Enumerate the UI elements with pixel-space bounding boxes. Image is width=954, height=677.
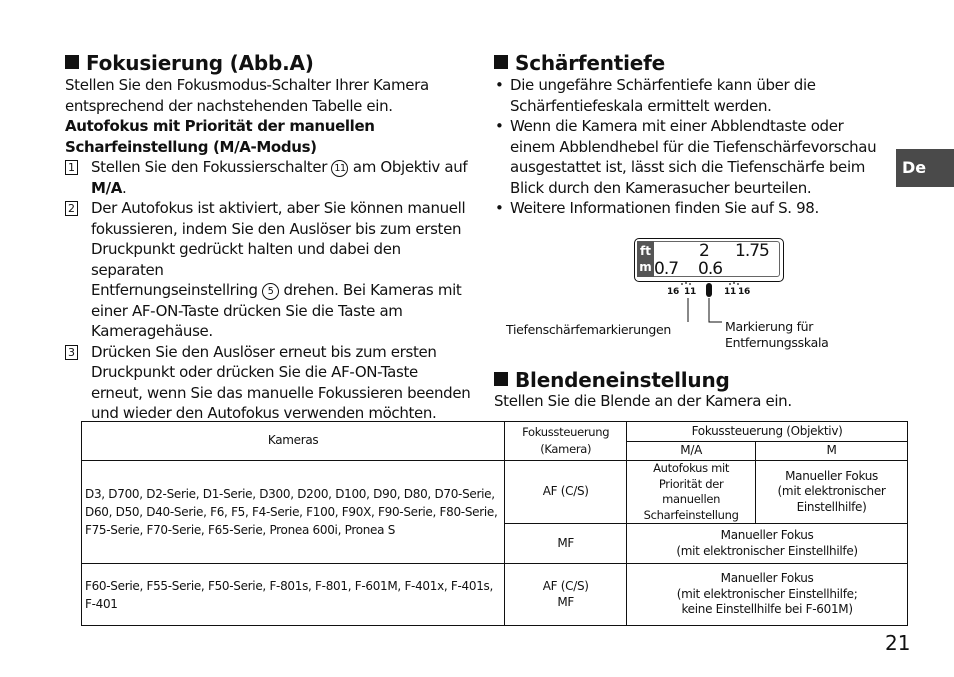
leader-line — [709, 298, 722, 322]
cell-lens: Manueller Fokus (mit elektronischer Einstellhilfe) — [627, 524, 908, 564]
caption-distance-mark: Markierung für Entfernungsskala — [725, 319, 829, 350]
cell-focus-camera: AF (C/S) — [505, 461, 627, 524]
list-item: • Weitere Informationen finden Sie auf S. 98. — [495, 199, 819, 217]
section-heading-focusing: Fokusierung (Abb.A) — [65, 52, 314, 74]
focusing-intro: Stellen Sie den Fokusmodus-Schalter Ihrer Kamera entsprechend der nachstehenden Tabelle ein. Autofokus mit Priorität der manuellen Scharfeinstellung (M/A-Modus) — [65, 76, 429, 156]
cell-focus-camera: MF — [505, 524, 627, 564]
cell-ma: Autofokus mit Priorität der manuellen Scharfeinstellung — [627, 461, 756, 524]
table-header-row — [82, 422, 908, 442]
dot-mark — [733, 282, 735, 284]
callout-number-icon: 11 — [331, 160, 348, 177]
square-bullet-icon — [494, 372, 508, 386]
step-2: 2 Der Autofokus ist aktiviert, aber Sie können manuell fokussieren, indem Sie den Auslöser bis zum ersten Druckpunkt gedrückt halten und dabei den separaten Entfernungseinstellring 5 drehen. Bei Kameras mit einer AF-ON-Taste drücken Sie die Taste am Kameragehäuse. — [65, 198, 475, 342]
header-focus-camera: Fokussteuerung (Kamera) — [505, 422, 627, 461]
step-3: 3 Drücken Sie den Auslöser erneut bis zum ersten Druckpunkt oder drücken Sie die AF-ON-Taste erneut, wenn Sie das manuelle Fokussieren beenden und wieder den Autofokus verwenden möchten. — [65, 342, 475, 424]
depth-of-field-list — [494, 75, 894, 219]
list-item: • Die ungefähre Schärfentiefe kann über die Schärfentiefeskala ermittelt werden. — [495, 76, 816, 115]
square-bullet-icon — [494, 55, 508, 69]
table-row — [82, 564, 908, 626]
header-m: M — [756, 442, 908, 461]
ft-value: 2 — [699, 241, 709, 261]
m-value: 0.7 — [654, 259, 679, 279]
page-number: 21 — [885, 631, 911, 655]
step-number: 2 — [65, 201, 78, 216]
dot-mark — [685, 282, 687, 284]
callout-number-icon: 5 — [262, 283, 279, 300]
caption-dof-marks: Tiefenschärfemarkierungen — [506, 322, 672, 337]
dot-mark — [689, 283, 691, 285]
ft-value: 1.75 — [735, 241, 769, 261]
header-cameras: Kameras — [82, 422, 505, 461]
dot-mark — [681, 283, 683, 285]
dof-scale-mark: 11 — [724, 287, 736, 297]
section-heading-depth-of-field: Schärfentiefe — [494, 52, 665, 74]
step-1: 1 Stellen Sie den Fokussierschalter 11 am Objektiv auf M/A. — [65, 157, 475, 198]
section-heading-aperture: Blendeneinstellung — [494, 369, 730, 391]
dot-mark — [729, 283, 731, 285]
header-ma: M/A — [627, 442, 756, 461]
step-number: 1 — [65, 160, 78, 175]
header-focus-lens: Fokussteuerung (Objektiv) — [627, 422, 908, 442]
step-number: 3 — [65, 345, 78, 360]
aperture-text: Stellen Sie die Blende an der Kamera ein. — [494, 392, 792, 410]
distance-index-mark — [706, 283, 712, 297]
square-bullet-icon — [65, 55, 79, 69]
m-value: 0.6 — [698, 259, 723, 279]
cell-lens: Manueller Fokus (mit elektronischer Einstellhilfe; keine Einstellhilfe bei F-601M) — [627, 564, 908, 626]
dof-scale-mark: 11 — [684, 287, 696, 297]
cell-focus-camera: AF (C/S) MF — [505, 564, 627, 626]
cell-cameras: F60-Serie, F55-Serie, F50-Serie, F-801s, F-801, F-601M, F-401x, F-401s, F-401 — [82, 564, 505, 626]
dof-scale-mark: 16 — [738, 287, 750, 297]
language-tab: De — [896, 149, 954, 187]
distance-units-label: ft m — [637, 241, 654, 277]
dot-mark — [737, 283, 739, 285]
focus-mode-table — [81, 421, 908, 626]
focusing-steps — [65, 157, 475, 424]
cell-m: Manueller Fokus (mit elektronischer Einstellhilfe) — [756, 461, 908, 524]
cell-cameras: D3, D700, D2-Serie, D1-Serie, D300, D200, D100, D90, D80, D70-Serie, D60, D50, D40-Serie, F6, F5, F4-Serie, F100, F90X, F90-Serie, F80-Serie, F75-Serie, F70-Serie, F65-Serie, Pronea 600i, Pronea S — [82, 461, 505, 564]
dof-scale-mark: 16 — [667, 287, 679, 297]
list-item: • Wenn die Kamera mit einer Abblendtaste oder einem Abblendhebel für die Tiefenschärfevorschau ausgestattet ist, lässt sich die Tiefenschärfe beim Blick durch den Kamerasucher beurteilen. — [495, 117, 877, 197]
table-row — [82, 461, 908, 524]
